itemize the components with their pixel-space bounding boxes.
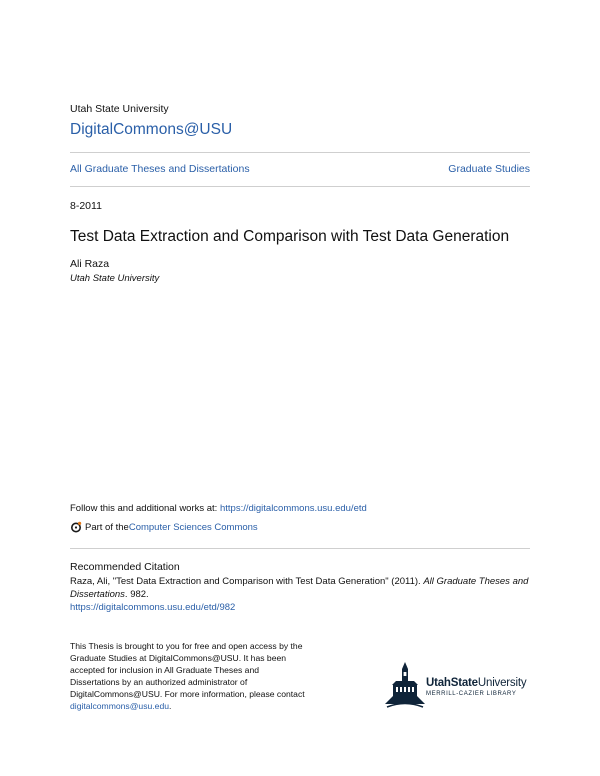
author-name: Ali Raza	[70, 258, 110, 270]
follow-line	[70, 503, 367, 514]
computer-sciences-commons-link[interactable]: Computer Sciences Commons	[128, 521, 258, 533]
citation-url-link[interactable]: https://digitalcommons.usu.edu/etd/982	[70, 602, 236, 613]
top-divider	[70, 152, 530, 153]
publication-date: 8-2011	[70, 200, 102, 212]
logo-subtitle: MERRILL-CAZIER LIBRARY	[426, 691, 517, 697]
collection-link[interactable]: All Graduate Theses and Dissertations	[70, 163, 250, 175]
citation-divider	[70, 548, 530, 549]
usu-library-logo	[385, 660, 535, 708]
logo-word-bold: UtahState	[426, 677, 478, 689]
citation-series: All Graduate Theses and Dissertations	[70, 576, 529, 600]
logo-wordmark	[426, 677, 526, 689]
contact-email-link[interactable]: digitalcommons@usu.edu	[70, 701, 170, 711]
part-of-prefix: Part of the	[85, 521, 129, 533]
citation-text	[70, 575, 532, 614]
follow-prefix: Follow this and additional works at:	[70, 503, 220, 514]
graduate-studies-link[interactable]: Graduate Studies	[448, 163, 530, 175]
network-commons-icon	[70, 521, 82, 533]
bottom-divider	[70, 186, 530, 187]
document-title: Test Data Extraction and Comparison with Test Data Generation	[70, 228, 510, 245]
notice-text: This Thesis is brought to you for free and open access by the Graduate Studies at DigitalCommons@USU. It has been accepted for inclusion in All Graduate Theses and Dissertations by an authorized administrator of DigitalCommons@USU. For more information, please contact	[70, 641, 305, 699]
citation-number: . 982.	[124, 589, 149, 600]
author-affiliation: Utah State University	[70, 273, 160, 284]
etd-link[interactable]: https://digitalcommons.usu.edu/etd	[219, 503, 367, 514]
part-of-line	[70, 521, 258, 533]
citation-plain: Raza, Ali, "Test Data Extraction and Comparison with Test Data Generation" (2011).	[70, 576, 424, 587]
old-main-tower-icon	[385, 660, 425, 708]
notice-end: .	[169, 701, 172, 711]
logo-word-regular: University	[477, 677, 527, 689]
recommended-citation-heading: Recommended Citation	[70, 561, 180, 573]
access-notice	[70, 640, 310, 712]
institution-name: Utah State University	[70, 103, 169, 115]
repository-link[interactable]: DigitalCommons@USU	[70, 121, 233, 138]
